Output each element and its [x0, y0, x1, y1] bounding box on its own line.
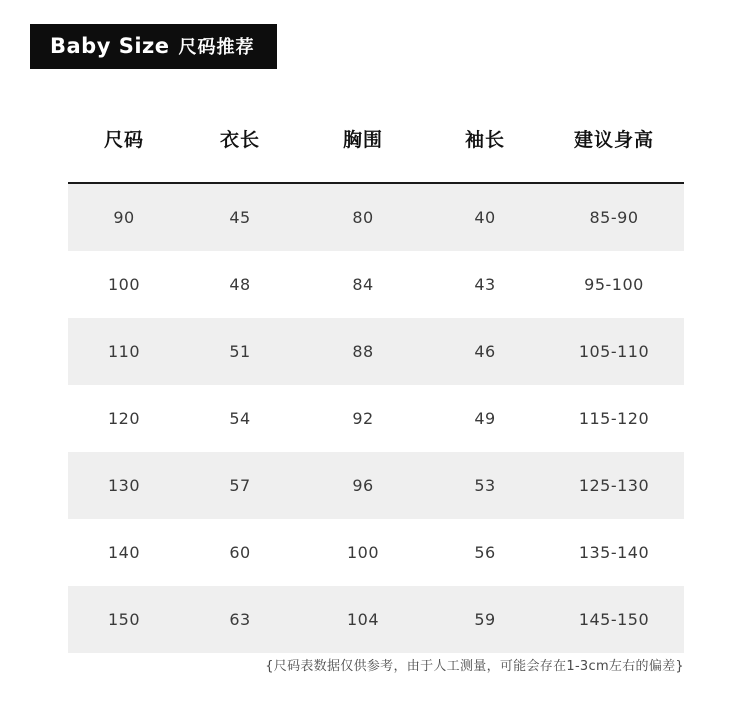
cell-bust: 88	[300, 318, 426, 385]
table-header	[68, 118, 684, 183]
cell-bust: 100	[300, 519, 426, 586]
cell-size: 90	[68, 183, 180, 251]
cell-size: 150	[68, 586, 180, 653]
cell-size: 120	[68, 385, 180, 452]
cell-sleeve: 53	[426, 452, 544, 519]
cell-length: 57	[180, 452, 300, 519]
table-row	[68, 318, 684, 385]
cell-sleeve: 40	[426, 183, 544, 251]
cell-sleeve: 46	[426, 318, 544, 385]
cell-length: 60	[180, 519, 300, 586]
table-row	[68, 183, 684, 251]
table-row	[68, 251, 684, 318]
cell-bust: 104	[300, 586, 426, 653]
cell-size: 110	[68, 318, 180, 385]
cell-bust: 84	[300, 251, 426, 318]
size-table	[68, 118, 684, 653]
cell-height: 105-110	[544, 318, 684, 385]
measurement-disclaimer: {尺码表数据仅供参考，由于人工测量，可能会存在1-3cm左右的偏差}	[265, 659, 684, 674]
cell-length: 63	[180, 586, 300, 653]
cell-sleeve: 43	[426, 251, 544, 318]
cell-length: 48	[180, 251, 300, 318]
cell-sleeve: 56	[426, 519, 544, 586]
cell-height: 95-100	[544, 251, 684, 318]
cell-size: 130	[68, 452, 180, 519]
column-header-length: 衣长	[180, 118, 300, 183]
cell-height: 125-130	[544, 452, 684, 519]
title-chinese: 尺码推荐	[178, 37, 255, 58]
column-header-height: 建议身高	[544, 118, 684, 183]
column-header-bust: 胸围	[300, 118, 426, 183]
cell-height: 145-150	[544, 586, 684, 653]
cell-bust: 80	[300, 183, 426, 251]
cell-height: 85-90	[544, 183, 684, 251]
cell-length: 51	[180, 318, 300, 385]
table-row	[68, 385, 684, 452]
title-banner	[30, 24, 277, 69]
cell-length: 45	[180, 183, 300, 251]
title-english: Baby Size	[50, 34, 170, 58]
cell-size: 140	[68, 519, 180, 586]
cell-sleeve: 49	[426, 385, 544, 452]
cell-bust: 96	[300, 452, 426, 519]
table-row	[68, 452, 684, 519]
column-header-sleeve: 袖长	[426, 118, 544, 183]
cell-height: 135-140	[544, 519, 684, 586]
header-row	[68, 118, 684, 183]
cell-sleeve: 59	[426, 586, 544, 653]
cell-length: 54	[180, 385, 300, 452]
cell-size: 100	[68, 251, 180, 318]
cell-bust: 92	[300, 385, 426, 452]
size-table-wrapper	[68, 118, 684, 653]
table-row	[68, 586, 684, 653]
table-body	[68, 183, 684, 653]
table-row	[68, 519, 684, 586]
cell-height: 115-120	[544, 385, 684, 452]
column-header-size: 尺码	[68, 118, 180, 183]
